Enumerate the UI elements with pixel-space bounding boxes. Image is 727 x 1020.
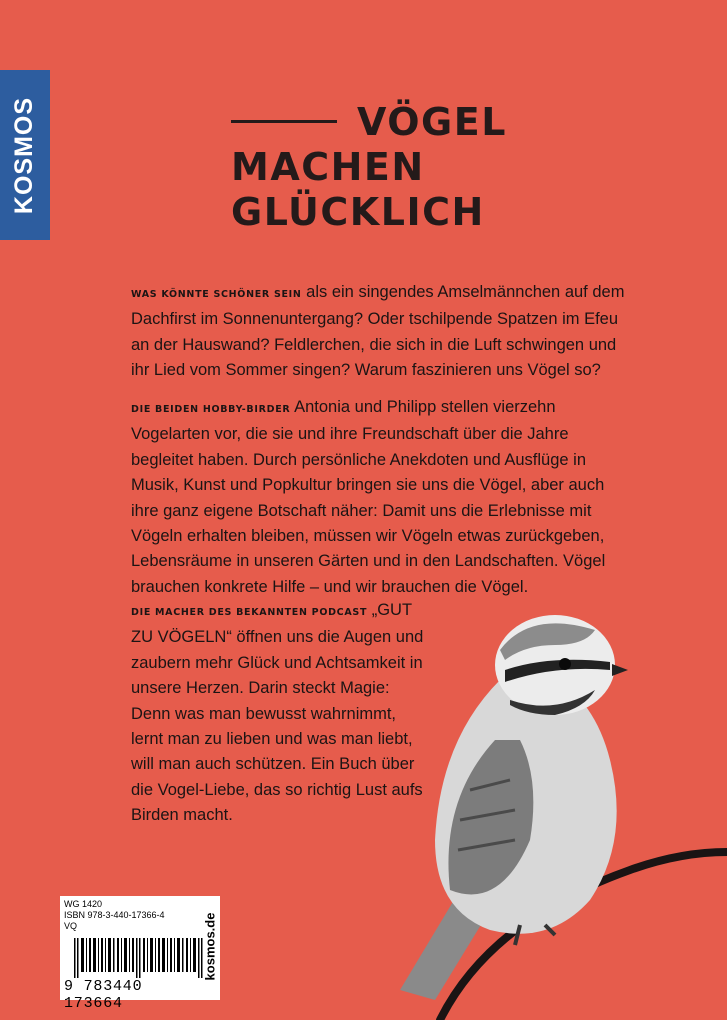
blurb-paragraph-2 bbox=[131, 395, 626, 600]
barcode-meta bbox=[64, 899, 165, 932]
bird-eye bbox=[559, 658, 571, 670]
website bbox=[201, 896, 219, 996]
publisher-logo bbox=[0, 70, 50, 240]
paragraph-lead: DIE BEIDEN HOBBY-BIRDER bbox=[131, 404, 291, 415]
isbn: ISBN 978-3-440-17366-4 bbox=[64, 910, 165, 920]
paragraph-text: Antonia und Philipp stellen vierzehn Vogelarten vor, die sie und ihre Freundschaft über die Jahre begleitet haben. Durch persönliche Anekdoten und Ausflüge in Musik, Kunst und Popkultur bringen sie uns die Vögel, aber auch ihre ganz eigene Botschaft näher: Damit uns die Erlebnisse mit Vögeln erhalten bleiben, müssen wir Vögeln etwas zurückgeben, Lebensräume in unseren Gärten und in den Landschaften. Vögel brauchen konkrete Hilfe – und wir brauchen die Vögel. bbox=[131, 398, 606, 596]
barcode-panel bbox=[60, 896, 220, 1012]
barcode-icon bbox=[74, 938, 204, 978]
extra-code: VQ bbox=[64, 921, 78, 931]
barcode-digits: 9 783440 173664 bbox=[64, 978, 143, 1012]
book-title bbox=[231, 100, 507, 235]
title-line-1: VÖGEL bbox=[231, 100, 507, 145]
paragraph-text: als ein singendes Amselmännchen auf dem Dachfirst im Sonnenuntergang? Oder tschilpende Spatzen im Efeu an der Hauswand? Feldlerchen, die sich in die Luft schwingen und ihr Lied vom Sommer singen? Warum faszinieren uns Vögel so? bbox=[131, 283, 625, 380]
title-rule bbox=[231, 120, 337, 123]
paragraph-lead: WAS KÖNNTE SCHÖNER SEIN bbox=[131, 289, 302, 300]
product-code: WG 1420 bbox=[64, 899, 103, 909]
title-line-2: MACHEN bbox=[231, 145, 425, 189]
website-label: kosmos.de bbox=[202, 912, 218, 980]
publisher-name: KOSMOS bbox=[10, 96, 39, 214]
blurb-paragraph-1 bbox=[131, 280, 626, 384]
bird-beak bbox=[612, 664, 628, 676]
bird-icon bbox=[380, 590, 727, 1020]
paragraph-lead: DIE MACHER DES BEKANNTEN PODCAST bbox=[131, 607, 368, 618]
title-line-3: GLÜCKLICH bbox=[231, 190, 485, 234]
paragraph-text: „GUT ZU VÖGELN“ öffnen uns die Augen und zaubern mehr Glück und Achtsamkeit in unsere Herzen. Darin steckt Magie: Denn was man bewusst wahrnimmt, lernt man zu lieben und was man liebt, will man auch schützen. Ein Buch über die Vogel-Liebe, das so richtig Lust aufs Birden macht. bbox=[131, 601, 424, 825]
